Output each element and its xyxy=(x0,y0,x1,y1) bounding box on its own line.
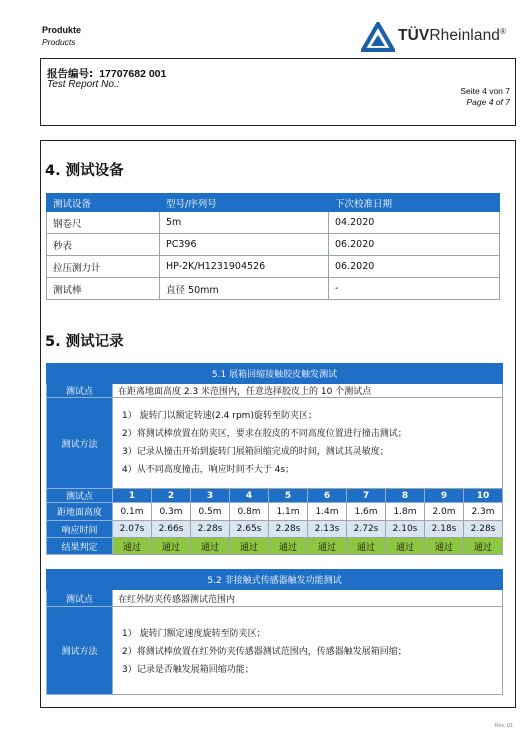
tuv-logo xyxy=(361,22,516,52)
equipment-model: 5m xyxy=(160,212,329,234)
result-pass: 通过 xyxy=(347,538,386,555)
page-number-de: Seite 4 von 7 xyxy=(460,86,510,96)
equipment-name: 测试棒 xyxy=(47,278,160,300)
method-step: 1） 旋转门额定速度旋转至防夹区； xyxy=(122,628,266,639)
row-label: 响应时间 xyxy=(47,521,113,538)
response-time-value: 2.07s xyxy=(113,521,152,538)
report-info-box xyxy=(40,58,516,126)
result-pass: 通过 xyxy=(191,538,230,555)
response-time-value: 2.28s xyxy=(464,521,503,538)
height-value: 2.0m xyxy=(425,503,464,521)
result-pass: 通过 xyxy=(425,538,464,555)
result-row xyxy=(47,538,503,555)
result-pass: 通过 xyxy=(308,538,347,555)
table-title: 5.1 展箱回缩接触胶皮触发测试 xyxy=(47,364,503,384)
method-step: 4）从不同高度撞击，响应时间不大于 4s； xyxy=(122,464,295,475)
test-point-description: 在红外防夹传感器测试范围内 xyxy=(113,590,503,607)
test-point-number: 6 xyxy=(308,489,347,503)
test-point-number: 4 xyxy=(230,489,269,503)
section-4-title: 4. 测试设备 xyxy=(45,163,124,179)
response-time-value: 2.10s xyxy=(386,521,425,538)
test-point-number: 5 xyxy=(269,489,308,503)
row-label: 测试点 xyxy=(47,489,113,503)
column-header: 测试设备 xyxy=(47,194,160,212)
response-time-value: 2.28s xyxy=(269,521,308,538)
height-value: 0.3m xyxy=(152,503,191,521)
tuv-triangle-icon xyxy=(361,22,395,52)
report-number-label-en: Test Report No.: xyxy=(47,79,120,90)
method-step: 2）将测试棒放置在红外防夹传感器测试范围内，传感器触发展箱回缩； xyxy=(122,646,407,657)
equipment-table xyxy=(46,193,500,300)
test-point-number: 10 xyxy=(464,489,503,503)
row-label: 测试方法 xyxy=(47,607,113,695)
calibration-date: 06.2020 xyxy=(329,256,500,278)
method-step: 2）将测试棒放置在防夹区，要求在胶皮的不同高度位置进行撞击测试； xyxy=(122,428,407,439)
test-method-list xyxy=(116,623,499,679)
logo-registered: ® xyxy=(500,27,507,36)
test-point-number: 8 xyxy=(386,489,425,503)
test-point-number: 2 xyxy=(152,489,191,503)
response-time-value: 2.72s xyxy=(347,521,386,538)
result-pass: 通过 xyxy=(464,538,503,555)
response-time-value: 2.65s xyxy=(230,521,269,538)
height-value: 0.1m xyxy=(113,503,152,521)
test-point-number: 1 xyxy=(113,489,152,503)
equipment-table-header xyxy=(47,194,500,212)
height-value: 0.5m xyxy=(191,503,230,521)
products-label: Produkte xyxy=(42,25,82,35)
equipment-name: 秒表 xyxy=(47,234,160,256)
calibration-date: - xyxy=(329,278,500,300)
row-label: 结果判定 xyxy=(47,538,113,555)
height-value: 1.8m xyxy=(386,503,425,521)
result-pass: 通过 xyxy=(113,538,152,555)
test-point-description: 在距离地面高度 2.3 米范围内，任意选择胶皮上的 10 个测试点 xyxy=(113,384,503,398)
table-row xyxy=(47,234,500,256)
test-method-list xyxy=(116,408,499,479)
equipment-model: PC396 xyxy=(160,234,329,256)
equipment-model: HP-2K/H1231904526 xyxy=(160,256,329,278)
test-point-number: 7 xyxy=(347,489,386,503)
revision-label: Rev. 01 xyxy=(494,723,513,729)
height-value: 1.6m xyxy=(347,503,386,521)
table-title: 5.2 非接触式传感器触发功能测试 xyxy=(47,570,503,590)
logo-wordmark xyxy=(398,27,506,45)
report-number: 17707682 001 xyxy=(99,68,167,80)
response-time-value: 2.13s xyxy=(308,521,347,538)
response-time-value: 2.28s xyxy=(191,521,230,538)
row-label: 测试点 xyxy=(47,384,113,398)
height-row xyxy=(47,503,503,521)
equipment-name: 拉压测力计 xyxy=(47,256,160,278)
products-label-en: Products xyxy=(42,37,76,47)
row-label: 距地面高度 xyxy=(47,503,113,521)
row-label: 测试点 xyxy=(47,590,113,607)
method-step: 3）记录是否触发展箱回缩功能； xyxy=(122,664,254,675)
result-pass: 通过 xyxy=(269,538,308,555)
method-step: 3）记录从撞击开始到旋转门展箱回缩完成的时间，测试其灵敏度； xyxy=(122,446,389,457)
test-method-cell xyxy=(113,607,503,695)
logo-rheinland: Rheinland xyxy=(429,27,501,44)
table-row xyxy=(47,212,500,234)
height-value: 1.1m xyxy=(269,503,308,521)
table-row xyxy=(47,278,500,300)
calibration-date: 06.2020 xyxy=(329,234,500,256)
result-pass: 通过 xyxy=(386,538,425,555)
test-point-number-row xyxy=(47,489,503,503)
page-number-en: Page 4 of 7 xyxy=(466,97,510,107)
equipment-model: 直径 50mm xyxy=(160,278,329,300)
calibration-date: 04.2020 xyxy=(329,212,500,234)
height-value: 0.8m xyxy=(230,503,269,521)
result-pass: 通过 xyxy=(230,538,269,555)
method-step: 1） 旋转门以额定转速(2.4 rpm)旋转至防夹区； xyxy=(122,410,317,421)
response-time-value: 2.66s xyxy=(152,521,191,538)
test-method-cell xyxy=(113,398,503,489)
test-record-table-5-1 xyxy=(46,363,503,555)
logo-tuv: TÜV xyxy=(398,27,430,44)
column-header: 型号/序列号 xyxy=(160,194,329,212)
height-value: 2.3m xyxy=(464,503,503,521)
section-5-title: 5. 测试记录 xyxy=(45,334,124,350)
result-pass: 通过 xyxy=(152,538,191,555)
test-point-number: 3 xyxy=(191,489,230,503)
test-record-table-5-2 xyxy=(46,569,503,695)
column-header: 下次校准日期 xyxy=(329,194,500,212)
response-time-row xyxy=(47,521,503,538)
response-time-value: 2.18s xyxy=(425,521,464,538)
row-label: 测试方法 xyxy=(47,398,113,489)
report-number-label: 报告编号: xyxy=(47,68,94,80)
table-row xyxy=(47,256,500,278)
test-point-number: 9 xyxy=(425,489,464,503)
equipment-name: 钢卷尺 xyxy=(47,212,160,234)
height-value: 1.4m xyxy=(308,503,347,521)
